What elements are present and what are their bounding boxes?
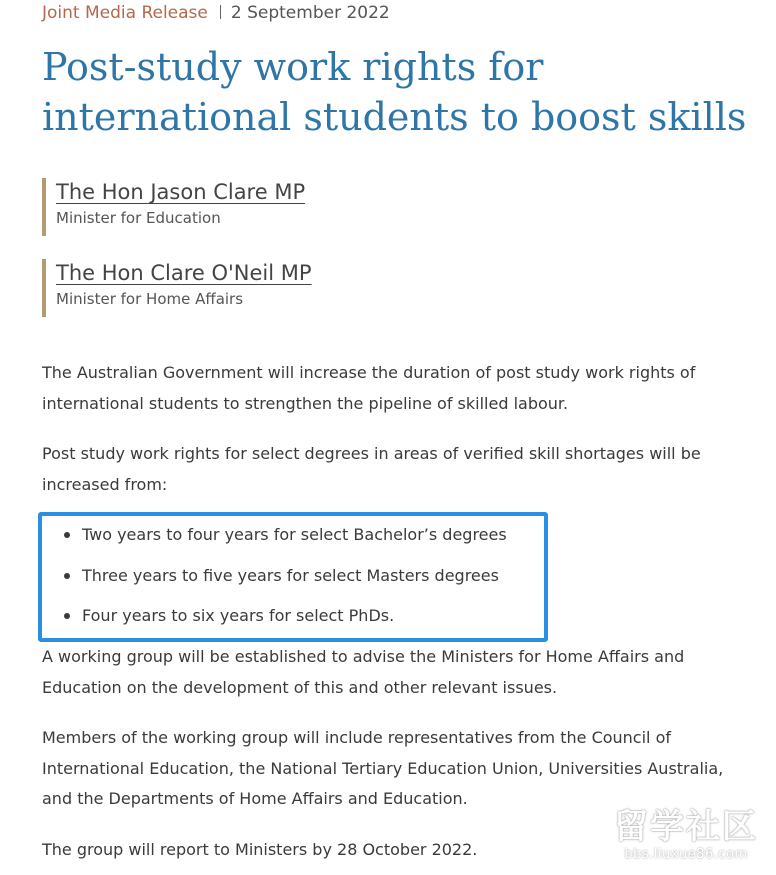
watermark-logo-text: 留学社区 [614,807,758,847]
bullet-dot [64,532,70,538]
list-item-text: Two years to four years for select Bachelor’s degrees [82,525,507,544]
site-watermark [606,808,766,870]
paragraph-working-group: A working group will be established to advise the Ministers for Home Affairs and Education on the development of this and other relevant issues. [42,647,685,697]
degree-list [62,520,507,642]
paragraph-lead: Post study work rights for select degrees in areas of verified skill shortages will be increased from: [42,444,701,494]
list-item [62,601,507,631]
list-item [62,561,507,591]
bullet-dot [64,573,70,579]
page-title: Post-study work rights for international students to boost skills [42,45,747,139]
paragraph-intro: The Australian Government will increase the duration of post study work rights of international students to strengthen the pipeline of skilled labour. [42,363,696,413]
release-date: 2 September 2022 [230,3,390,23]
minister-block-education [42,178,442,236]
paragraph-members: Members of the working group will include representatives from the Council of International Education, the National Tertiary Education Union, Universities Australia, and the Departments of Home Affairs and Education. [42,728,724,808]
release-meta [42,2,390,24]
minister-role-education: Minister for Education [56,209,221,227]
list-item-text: Four years to six years for select PhDs. [82,606,395,625]
minister-block-home-affairs [42,259,442,317]
paragraph-report: The group will report to Ministers by 28 October 2022. [42,840,478,859]
release-type: Joint Media Release [42,3,208,23]
bullet-dot [64,613,70,619]
list-item-text: Three years to five years for select Masters degrees [82,565,499,585]
list-item [62,520,507,550]
meta-divider [220,5,221,19]
minister-role-home-affairs: Minister for Home Affairs [56,290,244,308]
minister-link-jason-clare[interactable]: The Hon Jason Clare MP [56,180,306,204]
minister-link-clare-oneil[interactable]: The Hon Clare O'Neil MP [56,261,312,285]
watermark-url: bbs.liuxue86.com [624,847,748,862]
